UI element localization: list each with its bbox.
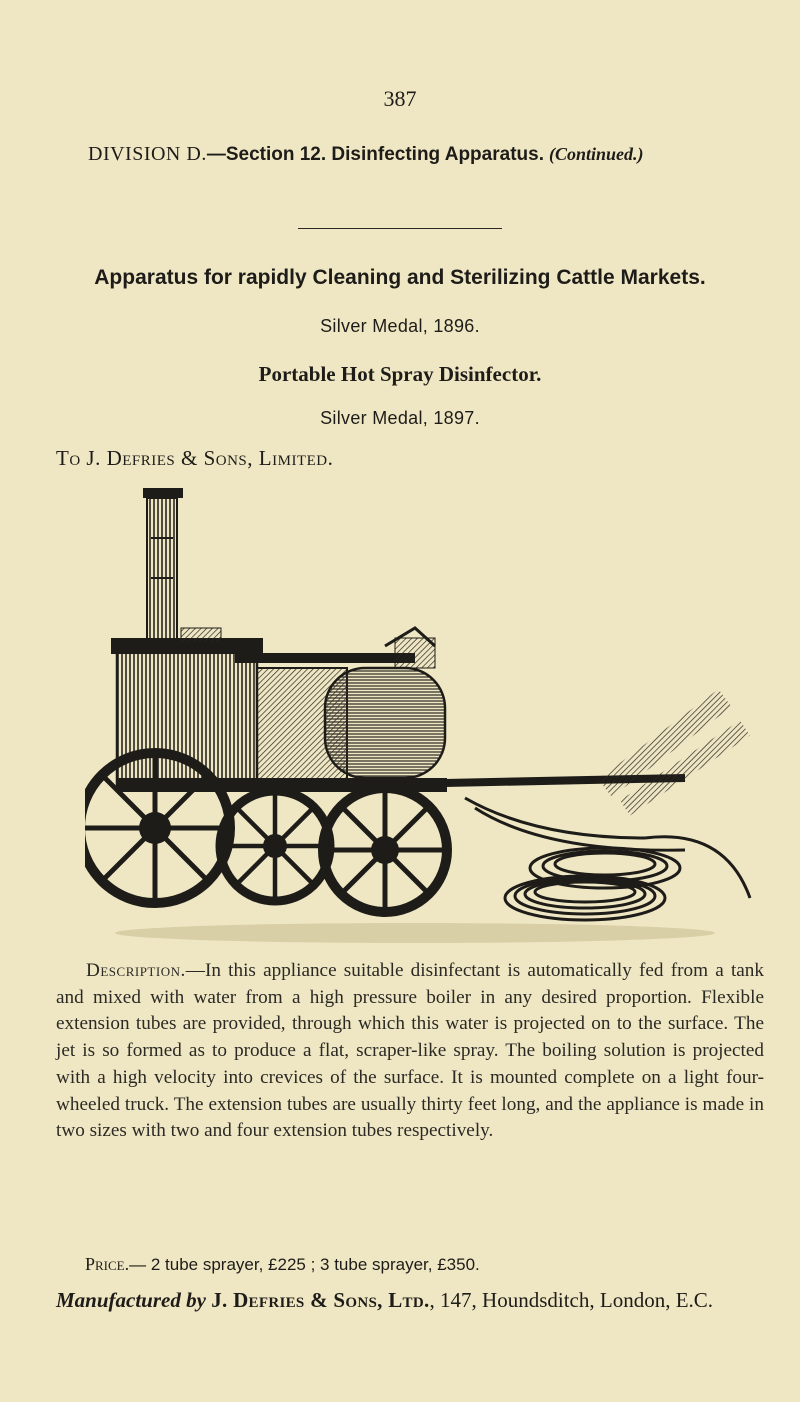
price-lead: Price. (85, 1254, 130, 1274)
spray-disinfector-engraving-icon (85, 478, 765, 948)
manufacturer-lead: Manufactured by (56, 1288, 206, 1312)
medal-1897: Silver Medal, 1897. (320, 408, 480, 428)
manufacturer-name: J. Defries & Sons, Ltd. (211, 1288, 430, 1312)
description-body: —In this appliance suitable disinfectant is automatically fed from a tank and mixed with water from a high pressure boiler in any desired proportion. Flexible extension tubes are provided, through which this water is projected on to the surface. The jet is so formed as to produce a flat, scraper-like spray. The boiling solution is projected with a high velocity into crevices of the surface. It is mounted complete on a light four-wheeled truck. The extension tubes are usually thirty feet long, and the appliance is made in two sizes with two and four extension tubes respectively. (56, 960, 764, 1142)
description-lead: Description. (86, 960, 186, 981)
price-line (85, 1254, 480, 1275)
price-body: — 2 tube sprayer, £225 ; 3 tube sprayer, £350. (129, 1255, 480, 1274)
award-title: Apparatus for rapidly Cleaning and Sterilizing Cattle Markets. (94, 266, 706, 289)
manufacturer-line (56, 1288, 776, 1313)
page-number: 387 (383, 86, 417, 111)
section-header (88, 143, 788, 166)
awardee-line: To J. Defries & Sons, Limited. (56, 446, 334, 470)
description-paragraph (56, 958, 764, 1145)
product-title: Portable Hot Spray Disinfector. (258, 362, 542, 386)
section-title: —Section 12. Disinfecting Apparatus. (206, 144, 544, 165)
manufacturer-address: , 147, Houndsditch, London, E.C. (429, 1288, 714, 1312)
continued-label: (Continued.) (548, 144, 644, 164)
medal-1896: Silver Medal, 1896. (320, 316, 480, 336)
division-label: DIVISION D. (88, 143, 207, 165)
divider-rule (298, 228, 502, 229)
